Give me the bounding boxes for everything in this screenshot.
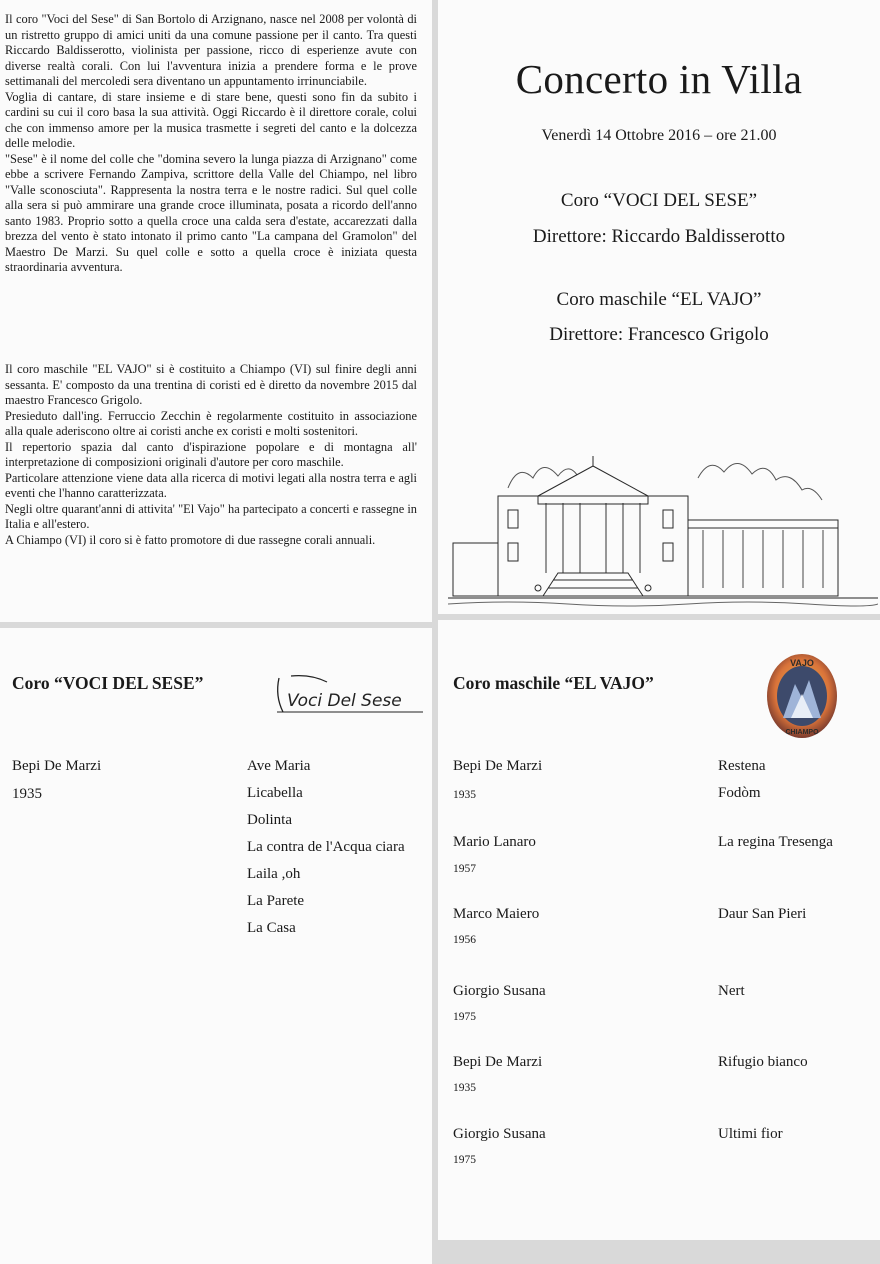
song-item: Ultimi fior — [718, 1126, 783, 1142]
song-item: La Casa — [247, 920, 296, 936]
song-item: Rifugio bianco — [718, 1054, 808, 1070]
history-vajo-paragraph: Il coro maschile "EL VAJO" si è costituito a Chiampo (VI) sul finire degli anni sessanta. E' composto da una trentina di coristi ed è diretto da novembre 2015 dal maestro Francesco Grigolo. — [5, 362, 417, 407]
song-item: Fodòm — [718, 785, 761, 801]
composer-year: 1957 — [453, 863, 476, 875]
song-item: Laila ,oh — [247, 866, 301, 882]
cover-director-2: Direttore: Francesco Grigolo — [549, 324, 769, 345]
history-vajo — [5, 362, 417, 548]
history-sese-paragraph: "Sese" è il nome del colle che "domina severo la lunga piazza di Arzignano" come ebbe a scrivere Fernando Zampiva, scrittore della Valle del Chiampo, nel libro "Valle sconosciuta". Rappresenta la nostra terra e le nostre radici. Sul quel colle alla sera si può ammirare una grande croce illuminata, posata a ricordo dell'anno santo 1983. Proprio sotto a quella croce una calda sera d'estate, accarezzati dalla brezza del vento è stato intonato il primo canto "La campana del Gramolon" del Maestro De Marzi. Su quel colle e sotto a quella croce è iniziata questa straordinaria avventura. — [5, 151, 417, 274]
song-item: Daur San Pieri — [718, 906, 807, 922]
song-item: La Parete — [247, 893, 305, 909]
panel-cover — [438, 0, 880, 614]
composer-name: Giorgio Susana — [453, 1126, 546, 1142]
composer-name: Bepi De Marzi — [12, 758, 102, 774]
program-vajo-title: Coro maschile “EL VAJO” — [453, 673, 654, 693]
song-item: Ave Maria — [247, 758, 311, 774]
songs-column — [247, 758, 432, 958]
history-sese-paragraph: Il coro "Voci del Sese" di San Bortolo di Arzignano, nasce nel 2008 per volontà di un ristretto gruppo di amici uniti da una comune passione per il canto. Tra questi Riccardo Baldisserotto, violinista per passione, ricco di esperienze avute con diverse realtà corali. Con lui l'avventura inizia a prendere forma e le prove settimanali del mercoledi sera diventano un appuntamento irrinunciabile. — [5, 12, 417, 88]
cover-title: Concerto in Villa — [515, 56, 803, 102]
song-item: Dolinta — [247, 812, 292, 828]
history-vajo-paragraph: Negli oltre quarant'anni di attivita' "El Vajo" ha partecipato a concerti e rassegne in Italia e all'estero. — [5, 501, 417, 531]
cover-choir-2: Coro maschile “EL VAJO” — [556, 289, 762, 310]
cover-choir-1: Coro “VOCI DEL SESE” — [560, 190, 758, 211]
history-vajo-paragraph: A Chiampo (VI) il coro si è fatto promotore di due rassegne corali annuali. — [5, 532, 376, 547]
villa-drawing-icon — [448, 448, 878, 608]
vajo-composer-column — [453, 758, 703, 1178]
composer-column — [12, 758, 232, 818]
song-item: La contra de l'Acqua ciara — [247, 839, 405, 855]
cover-date: Venerdì 14 Ottobre 2016 – ore 21.00 — [541, 127, 777, 144]
voci-logo-text: Voci Del Sese — [287, 691, 402, 711]
panel-program-sese — [0, 628, 432, 1264]
cover-director-1: Direttore: Riccardo Baldisserotto — [532, 226, 786, 247]
history-sese — [5, 12, 417, 276]
composer-year: 1975 — [453, 1154, 476, 1166]
history-vajo-paragraph: Presieduto dall'ing. Ferruccio Zecchin è regolarmente costituito in associazione alla quale aderiscono oltre ai coristi anche ex coristi e molti sostenitori. — [5, 408, 417, 438]
song-item: Licabella — [247, 785, 303, 801]
song-item: La regina Tresenga — [718, 834, 833, 850]
song-item: Restena — [718, 758, 766, 774]
composer-name: Marco Maiero — [453, 906, 540, 922]
vajo-logo-top-text: VAJO — [790, 658, 814, 668]
composer-name: Mario Lanaro — [453, 834, 536, 850]
vajo-songs-column — [718, 758, 878, 1158]
panel-program-vajo — [438, 620, 880, 1240]
composer-name: Bepi De Marzi — [453, 758, 543, 774]
program-sese-title: Coro “VOCI DEL SESE” — [12, 673, 204, 693]
panel-history — [0, 0, 432, 622]
history-vajo-paragraph: Particolare attenzione viene data alla ricerca di motivi legati alla nostra terra e agli eventi che l'hanno caratterizzata. — [5, 470, 417, 500]
composer-year: 1975 — [453, 1011, 476, 1023]
composer-name: Bepi De Marzi — [453, 1054, 543, 1070]
history-vajo-paragraph: Il repertorio spazia dal canto d'ispirazione popolare e di montagna all' interpretazione di composizioni originali d'autore per coro maschile. — [5, 439, 417, 469]
song-item: Nert — [718, 983, 745, 999]
composer-year: 1935 — [12, 786, 42, 802]
voci-del-sese-logo-icon — [273, 672, 433, 720]
composer-year: 1935 — [453, 789, 476, 801]
composer-name: Giorgio Susana — [453, 983, 546, 999]
history-sese-paragraph: Voglia di cantare, di stare insieme e di stare bene, questi sono fin da subito i cardini su cui il coro basa la sua attività. Oggi Riccardo è il direttore corale, colui che con immenso amore per la musica trasmette i segreti del canto e la dolcezza delle melodie. — [5, 89, 417, 150]
el-vajo-logo-icon — [763, 650, 841, 742]
composer-year: 1956 — [453, 934, 476, 946]
vajo-logo-bottom-text: CHIAMPO — [785, 729, 819, 736]
composer-year: 1935 — [453, 1082, 476, 1094]
